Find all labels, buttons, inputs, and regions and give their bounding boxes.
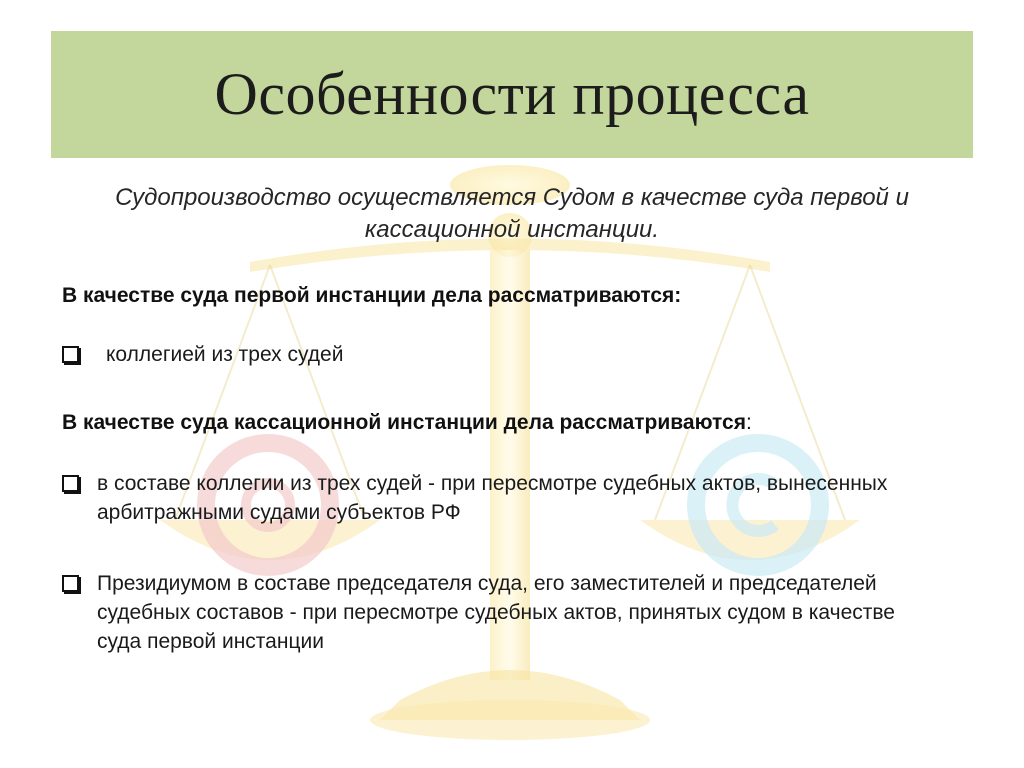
cassation-heading-colon: : <box>745 411 752 434</box>
first-instance-heading-text: В качестве суда первой инстанции дела рассматриваются: <box>62 284 682 307</box>
checkbox-square-icon <box>62 346 79 363</box>
cassation-heading <box>62 411 752 435</box>
cassation-heading-text: В качестве суда кассационной инстанции дела рассматриваются <box>62 411 746 434</box>
list-item <box>62 569 902 656</box>
first-instance-heading <box>62 284 681 308</box>
list-item-text: Президиумом в составе председателя суда, его заместителей и председателей судебных составов - при пересмотре судебных актов, принятых судом в качестве суда первой инстанции <box>97 572 895 653</box>
checkbox-square-icon <box>62 475 79 492</box>
list-item-text: коллегией из трех судей <box>106 343 344 366</box>
list-item-text: в составе коллегии из трех судей - при пересмотре судебных актов, вынесенных арбитражными судами субъектов РФ <box>97 472 888 524</box>
intro-text: Судопроизводство осуществляется Судом в качестве суда первой и кассационной инстанции. <box>115 184 909 243</box>
slide-title: Особенности процесса <box>214 61 810 127</box>
list-item <box>62 340 962 369</box>
title-band <box>51 31 973 158</box>
checkbox-square-icon <box>62 575 79 592</box>
list-item <box>62 469 902 527</box>
